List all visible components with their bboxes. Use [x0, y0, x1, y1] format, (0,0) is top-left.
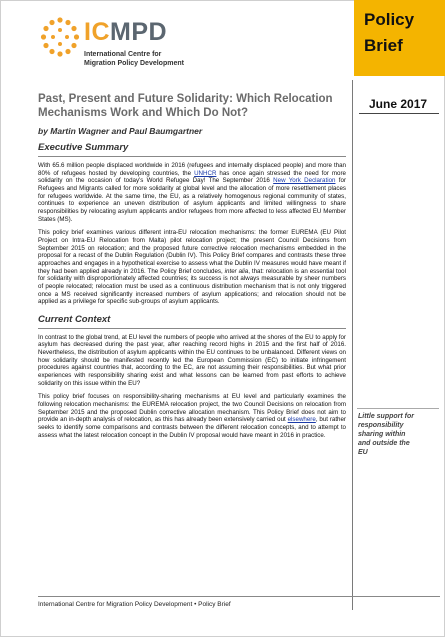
side-note-rule — [357, 408, 439, 409]
main-content — [38, 92, 346, 445]
badge-line-1: Policy — [364, 10, 415, 29]
unhcr-link[interactable]: UNHCR — [194, 169, 217, 177]
footer: International Centre for Migration Policy Development • Policy Brief — [38, 601, 231, 608]
policy-brief-badge — [354, 0, 445, 76]
current-context-paragraph-2: This policy brief focuses on responsibility-sharing mechanisms at EU level and particularly examines the following relocation mechanisms: the EUREMA relocation project, the two Council Decisions on relocation from September 2015 and the proposed Dublin corrective allocation mechanism. This Policy Brief does not aim to provide an in-depth analysis of relocation, as this has already been extensively carried out elsewhere, but rather seeks to identify some comparisons and contrasts between the different relocation concepts, and to attempt to assess what the latest relocation concept in the Dublin IV proposal would have meant in 2016 in practice. — [38, 393, 346, 439]
elsewhere-link[interactable]: elsewhere — [287, 416, 316, 424]
executive-summary-paragraph-2: This policy brief examines various different intra-EU relocation mechanisms: the former EUREMA (EU Pilot Project on Intra-EU Relocation from Malta) pilot relocation project; the present Council Decisions from September 2015 on relocation; and the proposed future corrective relocation mechanisms embedded in the proposal for a recast of the Dublin Regulation (Dublin IV). This Policy Brief compares and contrasts these three approaches and engages in a hypothetical exercise to assess what the Dublin IV measures would have meant if they had been applied already in 2016. The Policy Brief concludes, inter alia, that: relocation is an essential tool for solidarity with disproportionately affected countries; its success is not always measurable by sheer numbers of people relocated; relocation must be used as a continuous distribution mechanism that is not only triggered once a MS received significantly increased numbers of asylum applications; and relocation should not be applied as a privilege for specific sub-groups of asylum applicants. — [38, 229, 346, 306]
logo-wordmark: ICMPD — [84, 18, 168, 46]
authors: by Martin Wagner and Paul Baumgartner — [38, 126, 203, 136]
logo-subtitle: International Centre for Migration Policy Development — [84, 51, 184, 67]
current-context-paragraph-1: In contrast to the global trend, at EU level the numbers of people who arrived at the shores of the EU to apply for asylum has decreased during the past year, after reaching record highs in 2015 and the first half of 2016. Nevertheless, the distribution of asylum applicants within the EU continues to be unbalanced. Different views on how solidarity should be manifested recently led the European Commission (EC) to initiate infringement procedures against countries that, according to the EC, are not assuming their responsibilities. But what prior experiences with responsibility sharing exist and what lessons can be learned from past efforts to achieve solidarity on this issue within the EU? — [38, 333, 346, 387]
new-york-declaration-link[interactable]: New York Declaration — [273, 177, 336, 185]
logo-emblem-icon — [38, 16, 82, 60]
footer-rule — [38, 596, 440, 597]
page-title: Past, Present and Future Solidarity: Which Relocation Mechanisms Work and Which Do Not? — [38, 93, 333, 119]
executive-summary-paragraph-1: With 65.6 million people displaced worldwide in 2016 (refugees and internally displaced people) and more than 80% of refugees hosted by developing countries, the UNHCR has once again stressed the need for more solidarity on the occasion of today's World Refugee Day! The September 2016 New York Declaration for Refugees and Migrants called for more solidarity at global level and the allocation of more resettlement places for refugees worldwide. At the same time, the EU, as a relatively homogenous regional community of states, continues to experience an uneven distribution of asylum applicants and limited willingness to share responsibilities by relocating asylum applicants and/or refugees from more affected to less affected EU Member States (MS). — [38, 162, 346, 223]
side-note: Little support for responsibility sharing within and outside the EU — [358, 413, 414, 456]
date-underline — [359, 113, 439, 114]
publication-date: June 2017 — [369, 97, 428, 111]
badge-line-2: Brief — [364, 36, 403, 55]
executive-summary-heading: Executive Summary — [38, 142, 129, 153]
section-rule — [38, 156, 346, 157]
current-context-heading: Current Context — [38, 313, 111, 325]
section-rule — [38, 328, 346, 329]
icmpd-logo — [38, 16, 248, 76]
column-divider — [352, 80, 353, 610]
